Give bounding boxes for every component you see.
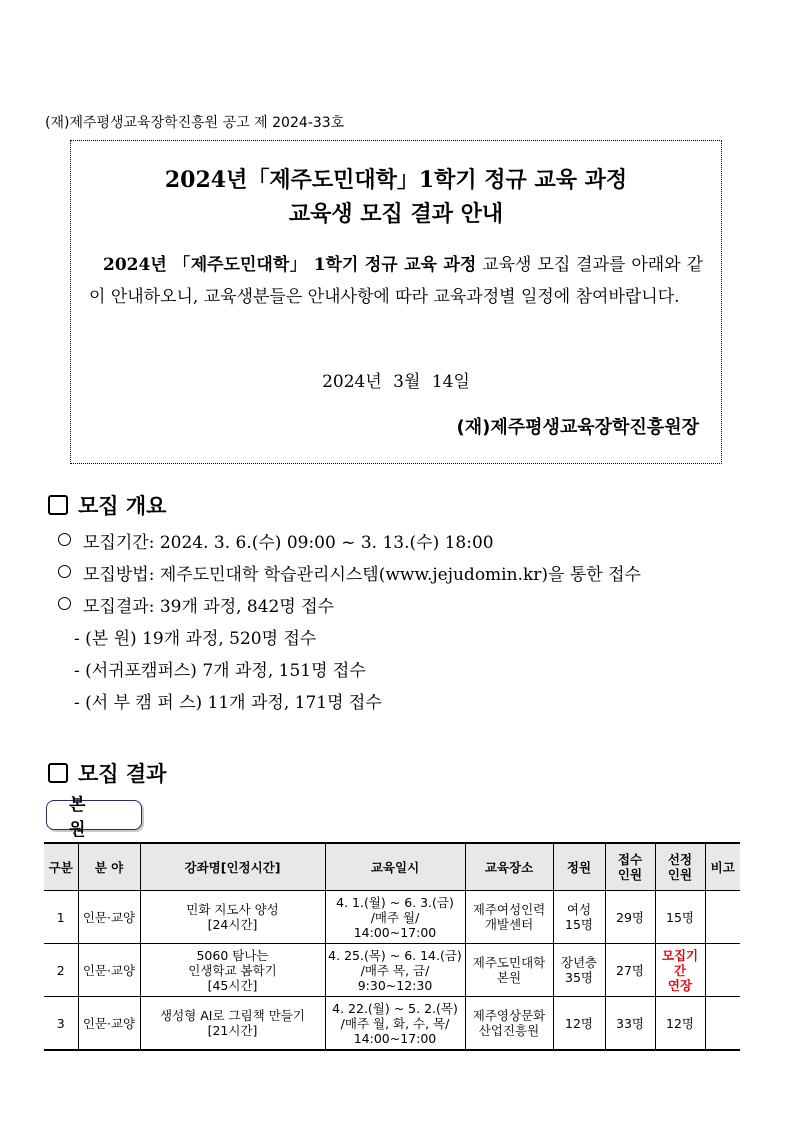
bullet-period: 모집기간: 2024. 3. 6.(수) 09:00 ~ 3. 13.(수) 18:00 xyxy=(58,528,494,553)
square-icon xyxy=(48,495,68,515)
table-cell: 장년층 35명 xyxy=(553,944,605,997)
bullet-method: 모집방법: 제주도민대학 학습관리시스템(www.jejudomin.kr)을 통한 접수 xyxy=(58,560,641,585)
body-bold: 2024년 「제주도민대학」 1학기 정규 교육 과정 xyxy=(103,255,477,275)
table-cell: 인문·교양 xyxy=(78,891,140,944)
result-table xyxy=(44,842,740,1051)
table-cell: 3 xyxy=(44,997,78,1051)
table-header-cell: 교육일시 xyxy=(325,843,465,891)
table-header-cell: 구분 xyxy=(44,843,78,891)
table-cell: 제주여성인력 개발센터 xyxy=(465,891,553,944)
table-cell: 2 xyxy=(44,944,78,997)
table-cell: 민화 지도사 양성 [24시간] xyxy=(140,891,325,944)
table-cell: 29명 xyxy=(605,891,655,944)
table-cell: 33명 xyxy=(605,997,655,1051)
title-line-1: 2024년「제주도민대학」1학기 정규 교육 과정 xyxy=(164,167,628,193)
table-row xyxy=(44,944,740,997)
notice-number: (재)제주평생교육장학진흥원 공고 제 2024-33호 xyxy=(45,115,345,131)
table-cell: 모집기간 연장 xyxy=(655,944,705,997)
table-cell xyxy=(705,944,740,997)
section-overview-heading: 모집 개요 xyxy=(48,490,166,520)
campus-tag: 본원 xyxy=(46,800,142,830)
body-text: 교육생 모집 결과를 아래와 같이 안내하오니, 교육생분들은 안내사항에 따라 교육과정별 일정에 참여바랍니다. xyxy=(89,255,703,307)
table-cell: 12명 xyxy=(553,997,605,1051)
table-row xyxy=(44,891,740,944)
table-cell: 인문·교양 xyxy=(78,997,140,1051)
table-cell: 4. 22.(월) ~ 5. 2.(목) /매주 월, 화, 수, 목/ 14:00~17:00 xyxy=(325,997,465,1051)
sub-item-seogwipo: - (서귀포캠퍼스) 7개 과정, 151명 접수 xyxy=(74,661,366,681)
table-header-cell: 강좌명[인정시간] xyxy=(140,843,325,891)
bullet-result: 모집결과: 39개 과정, 842명 접수 xyxy=(58,592,334,617)
circle-bullet-icon xyxy=(58,533,71,546)
announcement-date: 2024년 3월 14일 xyxy=(322,372,470,392)
announcement-box xyxy=(70,140,722,464)
circle-bullet-icon xyxy=(58,565,71,578)
table-cell: 제주영상문화 산업진흥원 xyxy=(465,997,553,1051)
table-cell: 27명 xyxy=(605,944,655,997)
section-result-heading: 모집 결과 xyxy=(48,758,166,788)
title-line-2: 교육생 모집 결과 안내 xyxy=(288,202,504,227)
sub-item-main: - (본 원) 19개 과정, 520명 접수 xyxy=(74,629,317,649)
table-cell: 여성 15명 xyxy=(553,891,605,944)
table-header-row xyxy=(44,843,740,891)
table-header-cell: 정원 xyxy=(553,843,605,891)
sub-item-west: - (서 부 캠 퍼 스) 11개 과정, 171명 접수 xyxy=(74,693,382,713)
table-cell: 5060 탐나는 인생학교 봄학기 [45시간] xyxy=(140,944,325,997)
table-cell xyxy=(705,997,740,1051)
table-cell: 4. 25.(목) ~ 6. 14.(금) /매주 목, 금/ 9:30~12:30 xyxy=(325,944,465,997)
table-header-cell: 분 야 xyxy=(78,843,140,891)
table-cell: 인문·교양 xyxy=(78,944,140,997)
circle-bullet-icon xyxy=(58,597,71,610)
table-cell: 12명 xyxy=(655,997,705,1051)
signature: (재)제주평생교육장학진흥원장 xyxy=(456,417,699,438)
announcement-body xyxy=(89,249,703,313)
table-header-cell: 교육장소 xyxy=(465,843,553,891)
table-cell: 4. 1.(월) ~ 6. 3.(금) /매주 월/ 14:00~17:00 xyxy=(325,891,465,944)
table-cell: 제주도민대학 본원 xyxy=(465,944,553,997)
table-cell: 15명 xyxy=(655,891,705,944)
table-row xyxy=(44,997,740,1051)
table-cell: 생성형 AI로 그림책 만들기 [21시간] xyxy=(140,997,325,1051)
table-cell: 1 xyxy=(44,891,78,944)
table-header-cell: 접수 인원 xyxy=(605,843,655,891)
table-cell xyxy=(705,891,740,944)
table-header-cell: 비고 xyxy=(705,843,740,891)
square-icon xyxy=(48,763,68,783)
table-header-cell: 선정 인원 xyxy=(655,843,705,891)
